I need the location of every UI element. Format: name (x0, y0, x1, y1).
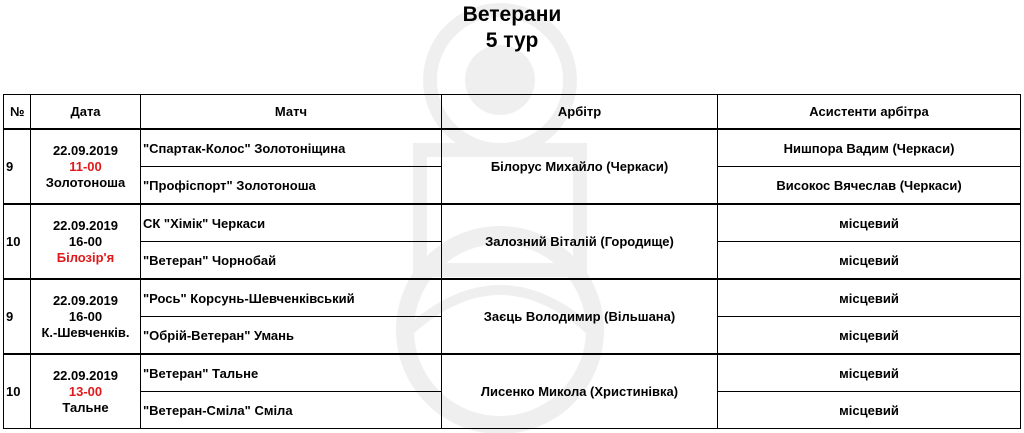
header-date: Дата (31, 95, 141, 130)
assistant-1: місцевий (718, 354, 1021, 392)
match-time: 16-00 (68, 233, 103, 249)
assistant-1: місцевий (718, 204, 1021, 242)
match-team-home: "Ветеран" Тальне (141, 354, 442, 392)
date-cell (31, 129, 141, 204)
assistant-1: місцевий (718, 279, 1021, 317)
table-header-row (4, 95, 1021, 130)
match-place: Білозір'я (56, 249, 115, 265)
referee-cell: Лисенко Микола (Христинівка) (442, 354, 718, 429)
page-title: Ветерани (462, 3, 562, 26)
assistant-2: місцевий (718, 242, 1021, 280)
table-row (4, 354, 1021, 392)
match-number: 9 (4, 129, 31, 204)
date-cell (31, 279, 141, 354)
match-place: Тальне (62, 399, 109, 415)
assistant-2: місцевий (718, 392, 1021, 429)
assistant-1: Нишпора Вадим (Черкаси) (718, 129, 1021, 167)
match-team-away: "Ветеран-Сміла" Сміла (141, 392, 442, 429)
match-number: 10 (4, 354, 31, 429)
table-row (4, 204, 1021, 242)
table-row (4, 279, 1021, 317)
referee-cell: Залозний Віталій (Городище) (442, 204, 718, 279)
match-team-away: "Обрій-Ветеран" Умань (141, 317, 442, 355)
match-number: 10 (4, 204, 31, 279)
schedule-body (4, 129, 1021, 429)
match-team-home: "Спартак-Колос" Золотоніщина (141, 129, 442, 167)
assistant-2: Високос Вячеслав (Черкаси) (718, 167, 1021, 205)
page-subtitle: 5 тур (485, 29, 539, 52)
table-row (4, 129, 1021, 167)
header-match: Матч (141, 95, 442, 130)
match-date: 22.09.2019 (52, 292, 119, 308)
header-referee: Арбітр (442, 95, 718, 130)
match-place: Золотоноша (45, 174, 126, 190)
match-team-home: СК "Хімік" Черкаси (141, 204, 442, 242)
match-team-home: "Рось" Корсунь-Шевченківський (141, 279, 442, 317)
match-number: 9 (4, 279, 31, 354)
date-cell (31, 204, 141, 279)
header-num: № (4, 95, 31, 130)
referee-cell: Заєць Володимир (Вільшана) (442, 279, 718, 354)
match-team-away: "Профіспорт" Золотоноша (141, 167, 442, 205)
match-time: 11-00 (69, 158, 102, 174)
match-date: 22.09.2019 (52, 142, 119, 158)
schedule-table (3, 94, 1021, 429)
date-cell (31, 354, 141, 429)
match-team-away: "Ветеран" Чорнобай (141, 242, 442, 280)
assistant-2: місцевий (718, 317, 1021, 355)
header (0, 2, 1024, 54)
referee-cell: Білорус Михайло (Черкаси) (442, 129, 718, 204)
match-date: 22.09.2019 (52, 367, 119, 383)
match-date: 22.09.2019 (52, 217, 119, 233)
match-place: К.-Шевченків. (41, 324, 130, 340)
match-time: 13-00 (68, 383, 103, 399)
match-time: 16-00 (68, 308, 103, 324)
header-assistants: Асистенти арбітра (718, 95, 1021, 130)
